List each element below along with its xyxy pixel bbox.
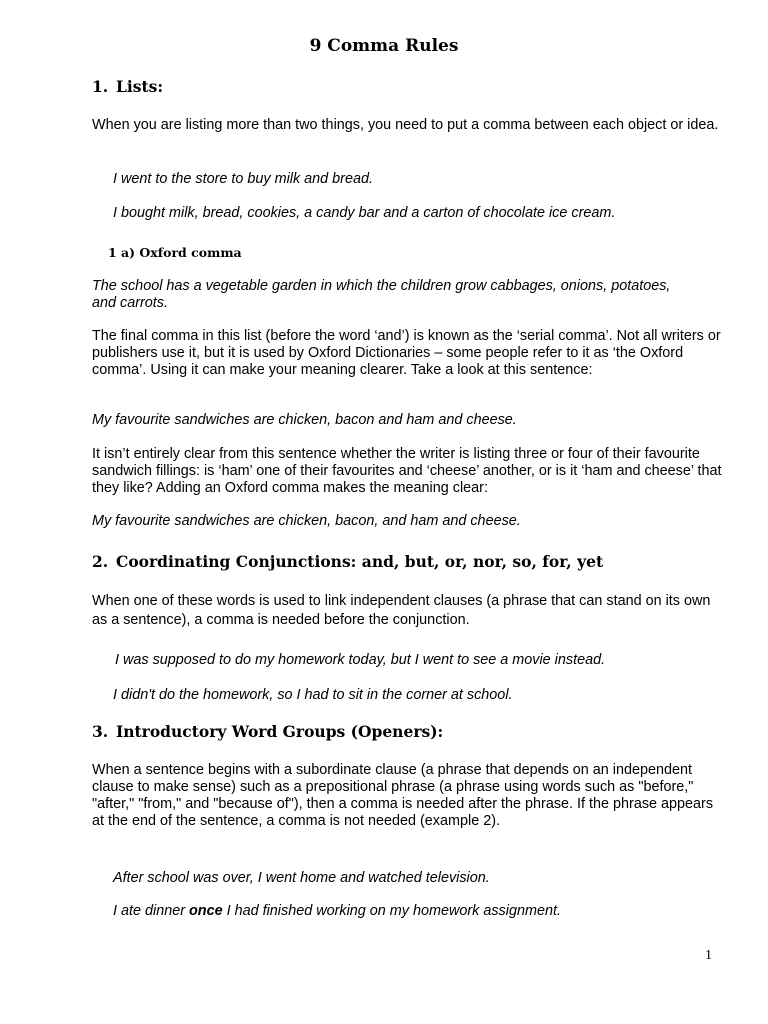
section-2-intro: When one of these words is used to link independent clauses (a phrase that can stand on its own as a sentence), a comma is needed before the conjunction. bbox=[92, 593, 711, 628]
section-1-heading bbox=[92, 77, 163, 96]
section-1-intro: When you are listing more than two things, you need to put a comma between each object or idea. bbox=[92, 117, 719, 133]
section-2-number: 2. bbox=[92, 552, 109, 571]
section-1a-example-1: The school has a vegetable garden in which the children grow cabbages, onions, potatoes, and carrots. bbox=[92, 278, 671, 311]
page-number: 1 bbox=[705, 948, 712, 963]
section-2-title: Coordinating Conjunctions: and, but, or, nor, so, for, yet bbox=[116, 552, 604, 571]
section-3-heading bbox=[92, 722, 443, 741]
document-title: 9 Comma Rules bbox=[309, 36, 459, 56]
section-3-example-1: After school was over, I went home and watched television. bbox=[113, 870, 490, 886]
section-1-title: Lists: bbox=[116, 77, 164, 96]
section-2-example-2: I didn't do the homework, so I had to sit in the corner at school. bbox=[113, 687, 513, 703]
section-3-example-2-after: I had finished working on my homework assignment. bbox=[222, 903, 561, 919]
section-1-number: 1. bbox=[92, 77, 109, 96]
section-1a-paragraph-1: The final comma in this list (before the word ‘and’) is known as the ‘serial comma’. Not all writers or publishers use it, but it is used by Oxford Dictionaries – some people refer to it as ‘the Oxford comma’. Using it can make your meaning clearer. Take a look at this sentence: bbox=[92, 328, 721, 378]
section-3-example-2-before: I ate dinner bbox=[113, 903, 190, 919]
section-3-example-2-bold-word: once bbox=[189, 903, 223, 919]
section-3-number: 3. bbox=[92, 722, 109, 741]
section-1-example-2: I bought milk, bread, cookies, a candy bar and a carton of chocolate ice cream. bbox=[113, 205, 616, 221]
section-1a-heading: 1 a) Oxford comma bbox=[108, 245, 242, 260]
section-2-example-1: I was supposed to do my homework today, but I went to see a movie instead. bbox=[115, 652, 606, 668]
section-1a-example-3: My favourite sandwiches are chicken, bacon, and ham and cheese. bbox=[92, 513, 521, 529]
section-3-intro: When a sentence begins with a subordinate clause (a phrase that depends on an independent clause to make sense) such as a prepositional phrase (a phrase using words such as "before," "after," "from," and "because of"), then a comma is needed after the phrase. If the phrase appears at the end of the sentence, a comma is not needed (example 2). bbox=[92, 762, 714, 829]
section-3-example-2 bbox=[113, 903, 743, 920]
section-1a-example-2: My favourite sandwiches are chicken, bacon and ham and cheese. bbox=[92, 412, 517, 428]
section-3-title: Introductory Word Groups (Openers): bbox=[116, 722, 444, 741]
section-1-example-1: I went to the store to buy milk and bread. bbox=[113, 171, 373, 187]
section-1a-paragraph-2: It isn’t entirely clear from this sentence whether the writer is listing three or four of their favourite sandwich fillings: is ‘ham’ one of their favourites and ‘cheese’ another, or is it ‘ham and cheese’ that they like? Adding an Oxford comma makes the meaning clear: bbox=[92, 446, 722, 496]
section-2-heading bbox=[92, 552, 603, 571]
